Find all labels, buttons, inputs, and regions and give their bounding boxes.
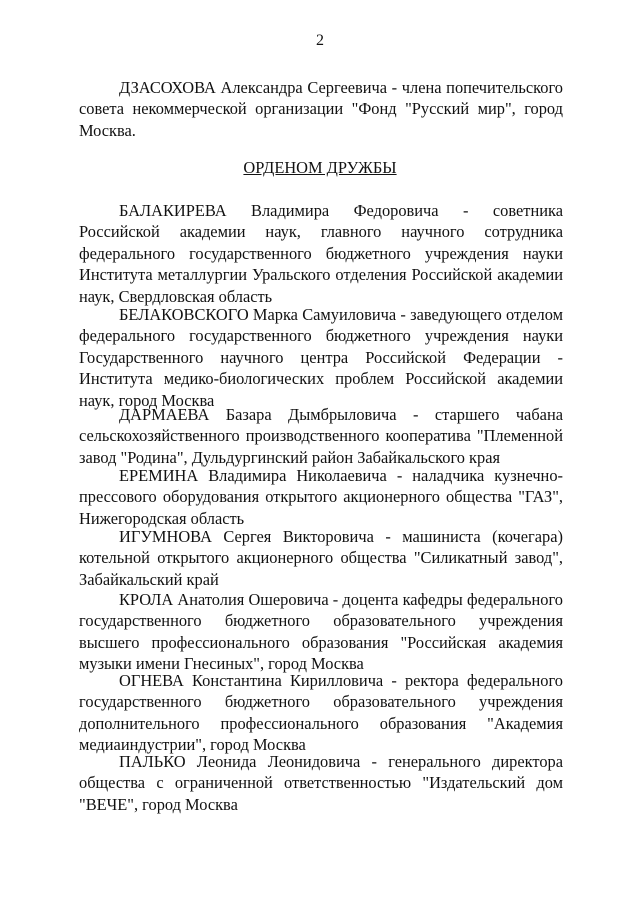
award-entry: ДАРМАЕВА Базара Дымбрыловича - старшего чабана сельскохозяйственного производственного кооператива "Племенной завод "Родина", Дульдургинский район Забайкальского края — [79, 405, 563, 467]
award-entry: БАЛАКИРЕВА Владимира Федоровича - советника Российской академии наук, главного научного сотрудника федерального государственного бюджетного учреждения науки Института металлургии Уральского отделения Российской академии наук, Свердловская область — [79, 201, 563, 306]
award-entry: КРОЛА Анатолия Ошеровича - доцента кафедры федерального государственного бюджетного образовательного учреждения высшего профессионального образования "Российская академия музыки имени Гнесиных", город Москва — [79, 590, 563, 674]
intro-entry: ДЗАСОХОВА Александра Сергеевича - члена попечительского совета некоммерческой организации "Фонд "Русский мир", город Москва. — [79, 78, 563, 140]
award-entry: БЕЛАКОВСКОГО Марка Самуиловича - заведующего отделом федерального государственного бюджетного учреждения науки Государственного научного центра Российской Федерации - Института медико-биологических проблем Российской академии наук, город Москва — [79, 305, 563, 410]
section-heading: ОРДЕНОМ ДРУЖБЫ — [243, 158, 397, 177]
award-entry: ЕРЕМИНА Владимира Николаевича - наладчика кузнечно-прессового оборудования открытого акционерного общества "ГАЗ", Нижегородская область — [79, 466, 563, 528]
award-entry: ОГНЕВА Константина Кирилловича - ректора федерального государственного бюджетного образовательного учреждения дополнительного профессионального образования "Академия медиаиндустрии", город Москва — [79, 671, 563, 755]
award-entry: ИГУМНОВА Сергея Викторовича - машиниста (кочегара) котельной открытого акционерного общества "Силикатный завод", Забайкальский край — [79, 527, 563, 589]
award-entry: ПАЛЬКО Леонида Леонидовича - генерального директора общества с ограниченной ответственностью "Издательский дом "ВЕЧЕ", город Москва — [79, 752, 563, 814]
page-number: 2 — [316, 32, 324, 49]
